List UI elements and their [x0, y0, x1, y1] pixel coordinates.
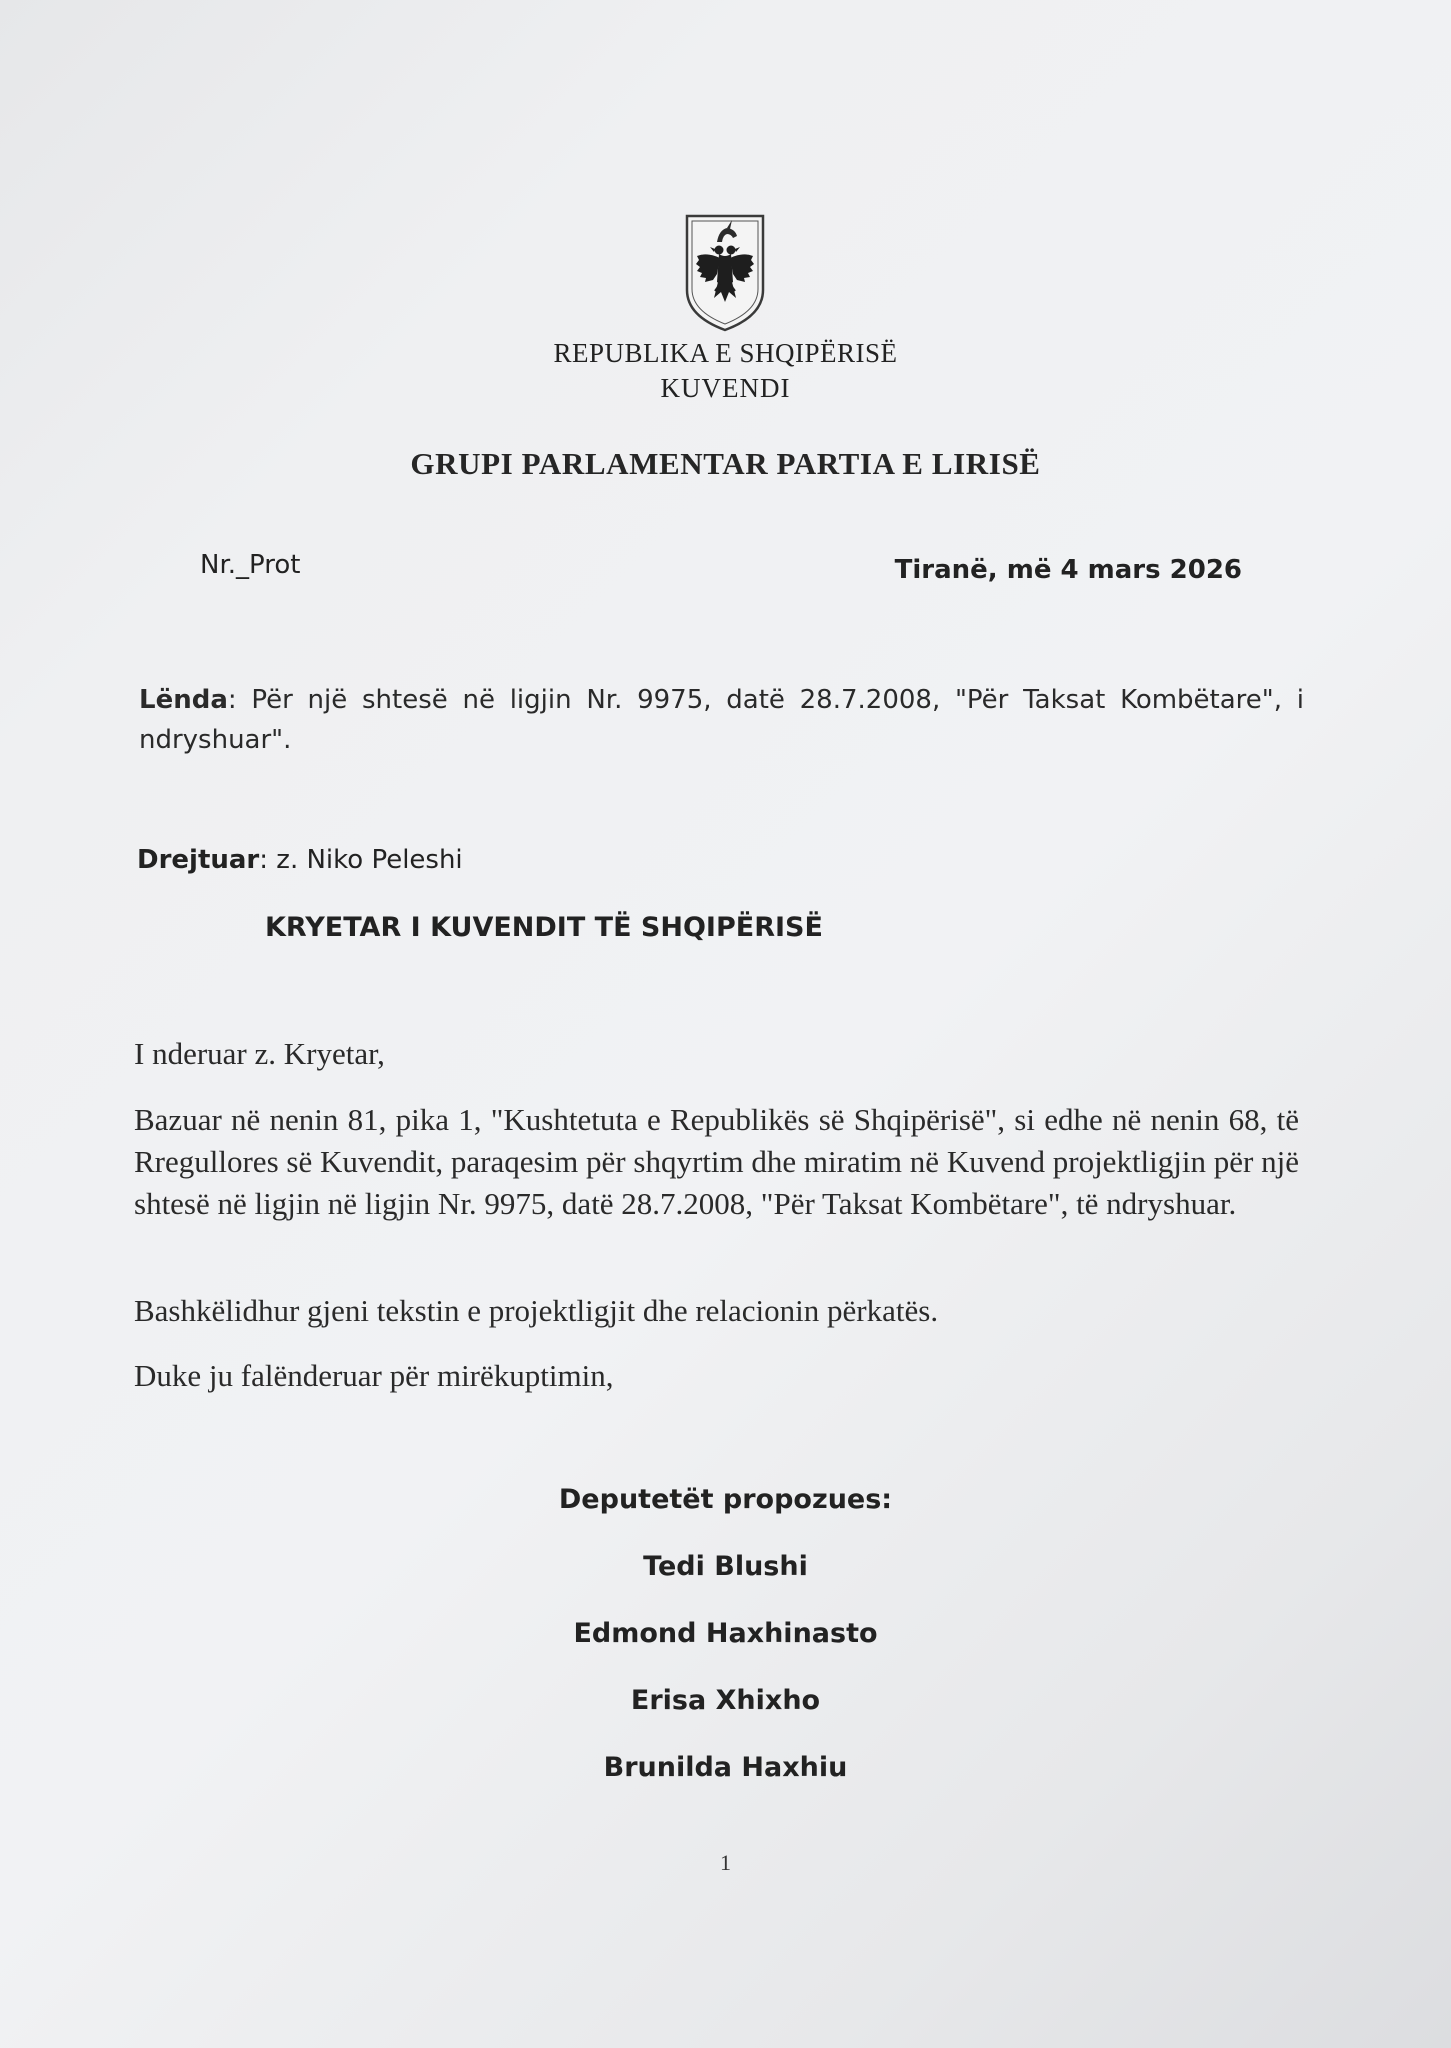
document-date: Tiranë, më 4 mars 2026 [894, 555, 1242, 585]
page-number: 1 [720, 1850, 731, 1875]
signer-name: Edmond Haxhinasto [573, 1618, 878, 1649]
signer-name: Brunilda Haxhiu [603, 1752, 848, 1783]
signer-name: Tedi Blushi [643, 1551, 808, 1582]
republic-name: REPUBLIKA E SHQIPËRISË [553, 338, 898, 368]
addressee-name: : z. Niko Peleshi [259, 845, 463, 875]
addressee-title: KRYETAR I KUVENDIT TË SHQIPËRISË [265, 912, 823, 943]
addressed-label: Drejtuar [137, 845, 260, 875]
body-paragraph-attachment: Bashkëlidhur gjeni tekstin e projektligjit dhe relacionin përkatës. [134, 1293, 939, 1328]
albanian-eagle-emblem-icon [683, 212, 767, 334]
body-paragraph-main: Bazuar në nenin 81, pika 1, "Kushtetuta e Republikës së Shqipërisë", si edhe në nenin 68, të Rregullores së Kuvendit, paraqesim për shqyrtim dhe miratim në Kuvend projektligjin për një shtesë në ligjin në ligjin Nr. 9975, datë 28.7.2008, "Për Taksat Kombëtare", të ndryshuar. [134, 1102, 1299, 1221]
subject-line [139, 680, 1304, 760]
body-paragraph-closing: Duke ju falënderuar për mirëkuptimin, [134, 1358, 614, 1393]
signers-heading: Deputetët propozues: [558, 1484, 893, 1515]
signers-block [0, 1480, 1451, 1815]
protocol-number: Nr._Prot [200, 550, 301, 580]
signer-name: Erisa Xhixho [630, 1685, 821, 1716]
parliamentary-group-title: GRUPI PARLAMENTAR PARTIA E LIRISË [410, 446, 1041, 481]
addressed-to [137, 845, 463, 875]
subject-label: Lënda [139, 685, 228, 715]
subject-text: : Për një shtesë në ligjin Nr. 9975, datë 28.7.2008, "Për Taksat Kombëtare", i ndryshuar". [139, 685, 1304, 755]
salutation: I nderuar z. Kryetar, [134, 1036, 385, 1071]
assembly-name: KUVENDI [660, 373, 791, 403]
